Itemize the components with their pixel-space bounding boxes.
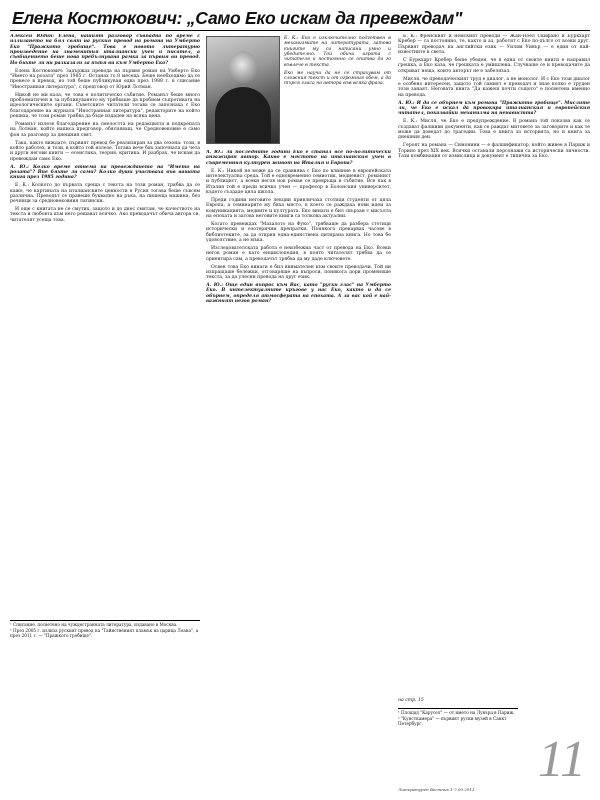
continued-notice: на стр. 15 [398,698,424,703]
column-3 [398,34,590,694]
answer-paragraph: Е. К.: Никой не може да се сравнява с Еко по влияние в европейската интелектуална среда. Той е едновременно семиотик, медиевист, романист и публицист, а всеки негов нов роман се превръща в събитие. Все пак в Италия той е преди всичко учен — професор в Болонския университет, където създаде цяла школа. [206,168,391,195]
answer-paragraph: Романът излезе благодарение на смелостта на редакцията и подкрепата на Лотман, който написа предговор, обясняващ, че Средновековие е само фон за разговор за днешния свят. [10,121,200,138]
answer-paragraph: Никой не ми каза, че това е политическо събитие. Романът беше много проблематичен и за публикуването му трябваше да пробием съпротивата на идеологическите органи. Съветските читатели тогава се запознаха с Еко благодарение на журнала "Иностранная литература", редакторите на който решиха, че този роман трябва да бъде издаден на всяка цена. [10,92,200,119]
footnote: ² "Кунсткамера" — първият руски музей в Санкт Петербург. [398,716,507,727]
answer-paragraph: Мисля, че преводаческият труд е диалог, а не монолог. И с Еко този диалог е особено интересен, защото той самият е преводач и знае колко е труден този занаят. Неговата книга "Да кажеш почти същото" е посветена именно на превода. [398,76,590,98]
journal-issue-line: Литературен Вестник 1-7.09.2011 [398,787,475,792]
article-title: Елена Костюкович: „Само Еко искам да превеждам" [12,8,463,28]
footnote: ¹ Списание, посветено на чуждестранната литература, издавано в Москва. [10,622,178,627]
side-paragraph: Е. К.: Еко е изключително подготвен в механизмите на литературата, затова книгите му са написани умно и убедително. Той обича играта с читателя и постоянно се опитва да го въвлече в текста. [284,36,391,68]
answer-paragraph: Така, както виждате, първият превод бе реализиран за два сезона: този, в който работех, и този, в който той излезе. Тогава вече бях започнала да чета и други негови книги — есеистика, теория, критика. И разбрах, че искам да превеждам само Еко. [10,140,200,162]
answer-paragraph: Е. К.: Френският и немският преводи — Жан-Ноел Скифано и Буркхарт Кребер — са постоянно, те, както и аз, работят с Еко по-дълго от всеки друг. Първият преводач на английски език — Уилям Уивър — е един от най-известните в света. [398,34,590,56]
answer-paragraph: Преди години неговите лекции привличаха стотици студенти от цяла Европа, а семинарите му бяха място, в което се раждаха нови идеи за комуникацията, медиите и културата. Еко винаги е бил свързан с мисълта на епохата и затова неговите книги са толкова актуални. [206,197,391,219]
answer-paragraph: Е. К.: Мисля, че Еко е предупреждение. В романа той показва как се създават фалшиви документи, как се раждат митовете за заговорите и как те може да доведат до трагедии. Това е книга за историята, но и книга за днешния ден. [398,119,590,141]
author-portrait-photo [206,36,280,144]
answer-paragraph: Когато превеждах "Махалото на Фуко", трябваше да разбера стотици исторически и езотерични препратки. Понякога прекарвах часове в библиотеките, за да открия една-единствена цитирана книга. Но това бе удоволствие, а не мъка. [206,221,391,243]
answer-paragraph: Героят на романа — Симонини — е фалшификатор, който живее в Париж и Торино през XIX век. Всички останали персонажи са исторически личности. Тази комбинация от измислица и документ е типична за Еко. [398,143,590,159]
answer-paragraph: И още с книгата не се смутих, защото и до днес смятам, че качеството на текста и любовта към него решават всичко. Ако преводачът обича автора си, читателят усеща това. [10,207,200,223]
portrait-head [229,51,257,85]
question-paragraph: А. Ю.: Колко време отнема на превеждането на "Името на розата"? Вие бяхте ли сами? Колко души участваха във вашата книга през 1985 година? [10,164,200,181]
title-divider [10,30,590,31]
answer-paragraph: Изследователската работа е неизбежна част от превода на Еко. Всеки негов роман е като енциклопедия, в която читателят трябва да се ориентира сам, а преводачът трябва да му даде ключовете. [206,245,391,262]
answer-paragraph: С Буркхарт Кребер беше убеден, че в една от своите книги е направил грешка, а Еко каза, че грешката е умишлена. Случваше се и преводачите да откриват неща, които авторът не е забелязал. [398,57,590,74]
photo-side-text [284,36,391,89]
footnote: ¹ Площад "Карусел" — от името на Лувъра в Париж. [398,710,515,715]
answer-paragraph: Освен това Еко винаги е бил внимателен към своите преводачи. Той ни изпращаше бележки, отговаряше на въпроси, понякога дори променяше текста, за да улесни превода на друг език. [206,264,391,281]
answer-paragraph: Е. К.: Колкото до първата среща с текста на този роман, трябва да се каже, че картината на италианските ценности в Русия тогава беше съвсем различна. Преводът се правеше буквално на ръка, на пишеща машина, без речници за средновековния латински. [10,183,200,205]
footnote: ² През 2005 г. излиза руският превод на "Тайнственият пламък на царица Лоана", а през 2011 г. — "Пражкото гробище". [10,628,199,639]
question-paragraph: Алексей Юдин: Елена, нашият разговор съвпадна по време с излизането на бял свят на руския превод на романа на Умберто Еко "Пражкото гробище". Това е новото литературно произведение на знаменития италиански учен и писател, а съобщението бешe нова пребълнувана рамка за първия ви превод. Но бихте ли ни разказали за пътя ви към Умберто Еко? [10,34,200,66]
question-paragraph: А. Ю.: И да се обърнем към романа "Пражкото гробище". Мислите ли, че Еко е искал да провокира италианския и европейския читател, показвайки механизма на ненавистта? [398,100,590,117]
answer-paragraph: Елена Костюкович: Задържах превода на първия роман на Умберто Еко "Името на розата" през 1985 г. Останах го 8 месеца. Беше необходимо да се пренесе в превод, но той беше публикуван едва през 1988 г. в списание "Иностранная литература", с предговор от Юрий Лотман. [10,68,200,90]
column-1 [10,34,200,774]
footnotes-column-1 [10,620,200,641]
page-number: 11 [537,731,586,788]
side-paragraph: Еко ме научи да не се страхувам от сложния текст и от огромния обем, а да търся гласа на автора във всяка фраза. [284,70,391,87]
question-paragraph: А. Ю.: За последните години Еко е станал все по-политически ангажиран автор. Какво е мястото на италианския учен в съвременния културен живот на Италия и Европа? [206,150,391,166]
portrait-body [215,87,271,143]
question-paragraph: А. Ю.: Още един въпрос към Вас, като "руски глас" на Умберто Еко. В интелектуалните кръгове у нас Еко, както и да се обърнем, определя атмосферата на епохата. А за вас кой е най-важният негов роман? [206,283,391,305]
column-2 [206,150,391,780]
footnotes-column-3 [398,708,518,729]
